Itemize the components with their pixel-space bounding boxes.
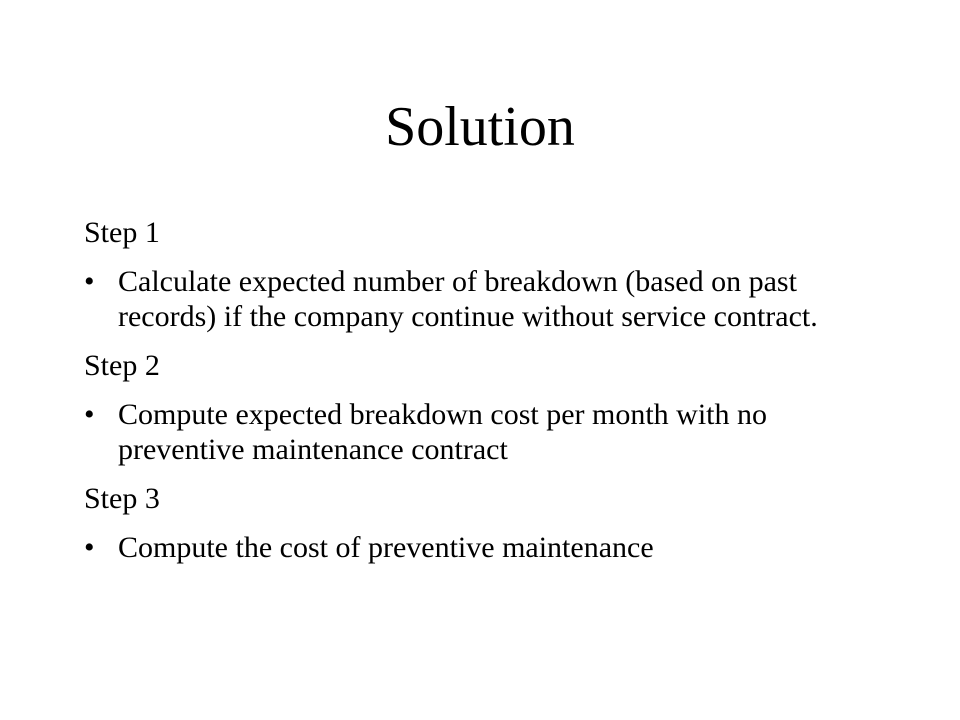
step-3-heading: Step 3 bbox=[84, 482, 160, 515]
step-1-text: Calculate expected number of breakdown (based on past records) if the company continue without service contract. bbox=[118, 265, 818, 333]
step-3-text: Compute the cost of preventive maintenance bbox=[118, 531, 654, 564]
step-2-text: Compute expected breakdown cost per month with no preventive maintenance contract bbox=[118, 398, 768, 466]
bullet-icon: • bbox=[84, 398, 95, 431]
bullet-icon: • bbox=[84, 531, 95, 564]
bullet-icon: • bbox=[84, 265, 95, 298]
step-1-heading: Step 1 bbox=[84, 216, 160, 249]
step-3-bullet bbox=[84, 530, 894, 565]
step-2-bullet bbox=[84, 397, 894, 467]
slide-title: Solution bbox=[385, 96, 575, 158]
slide-body bbox=[84, 215, 894, 579]
step-2-heading: Step 2 bbox=[84, 349, 160, 382]
step-1-bullet bbox=[84, 264, 894, 334]
